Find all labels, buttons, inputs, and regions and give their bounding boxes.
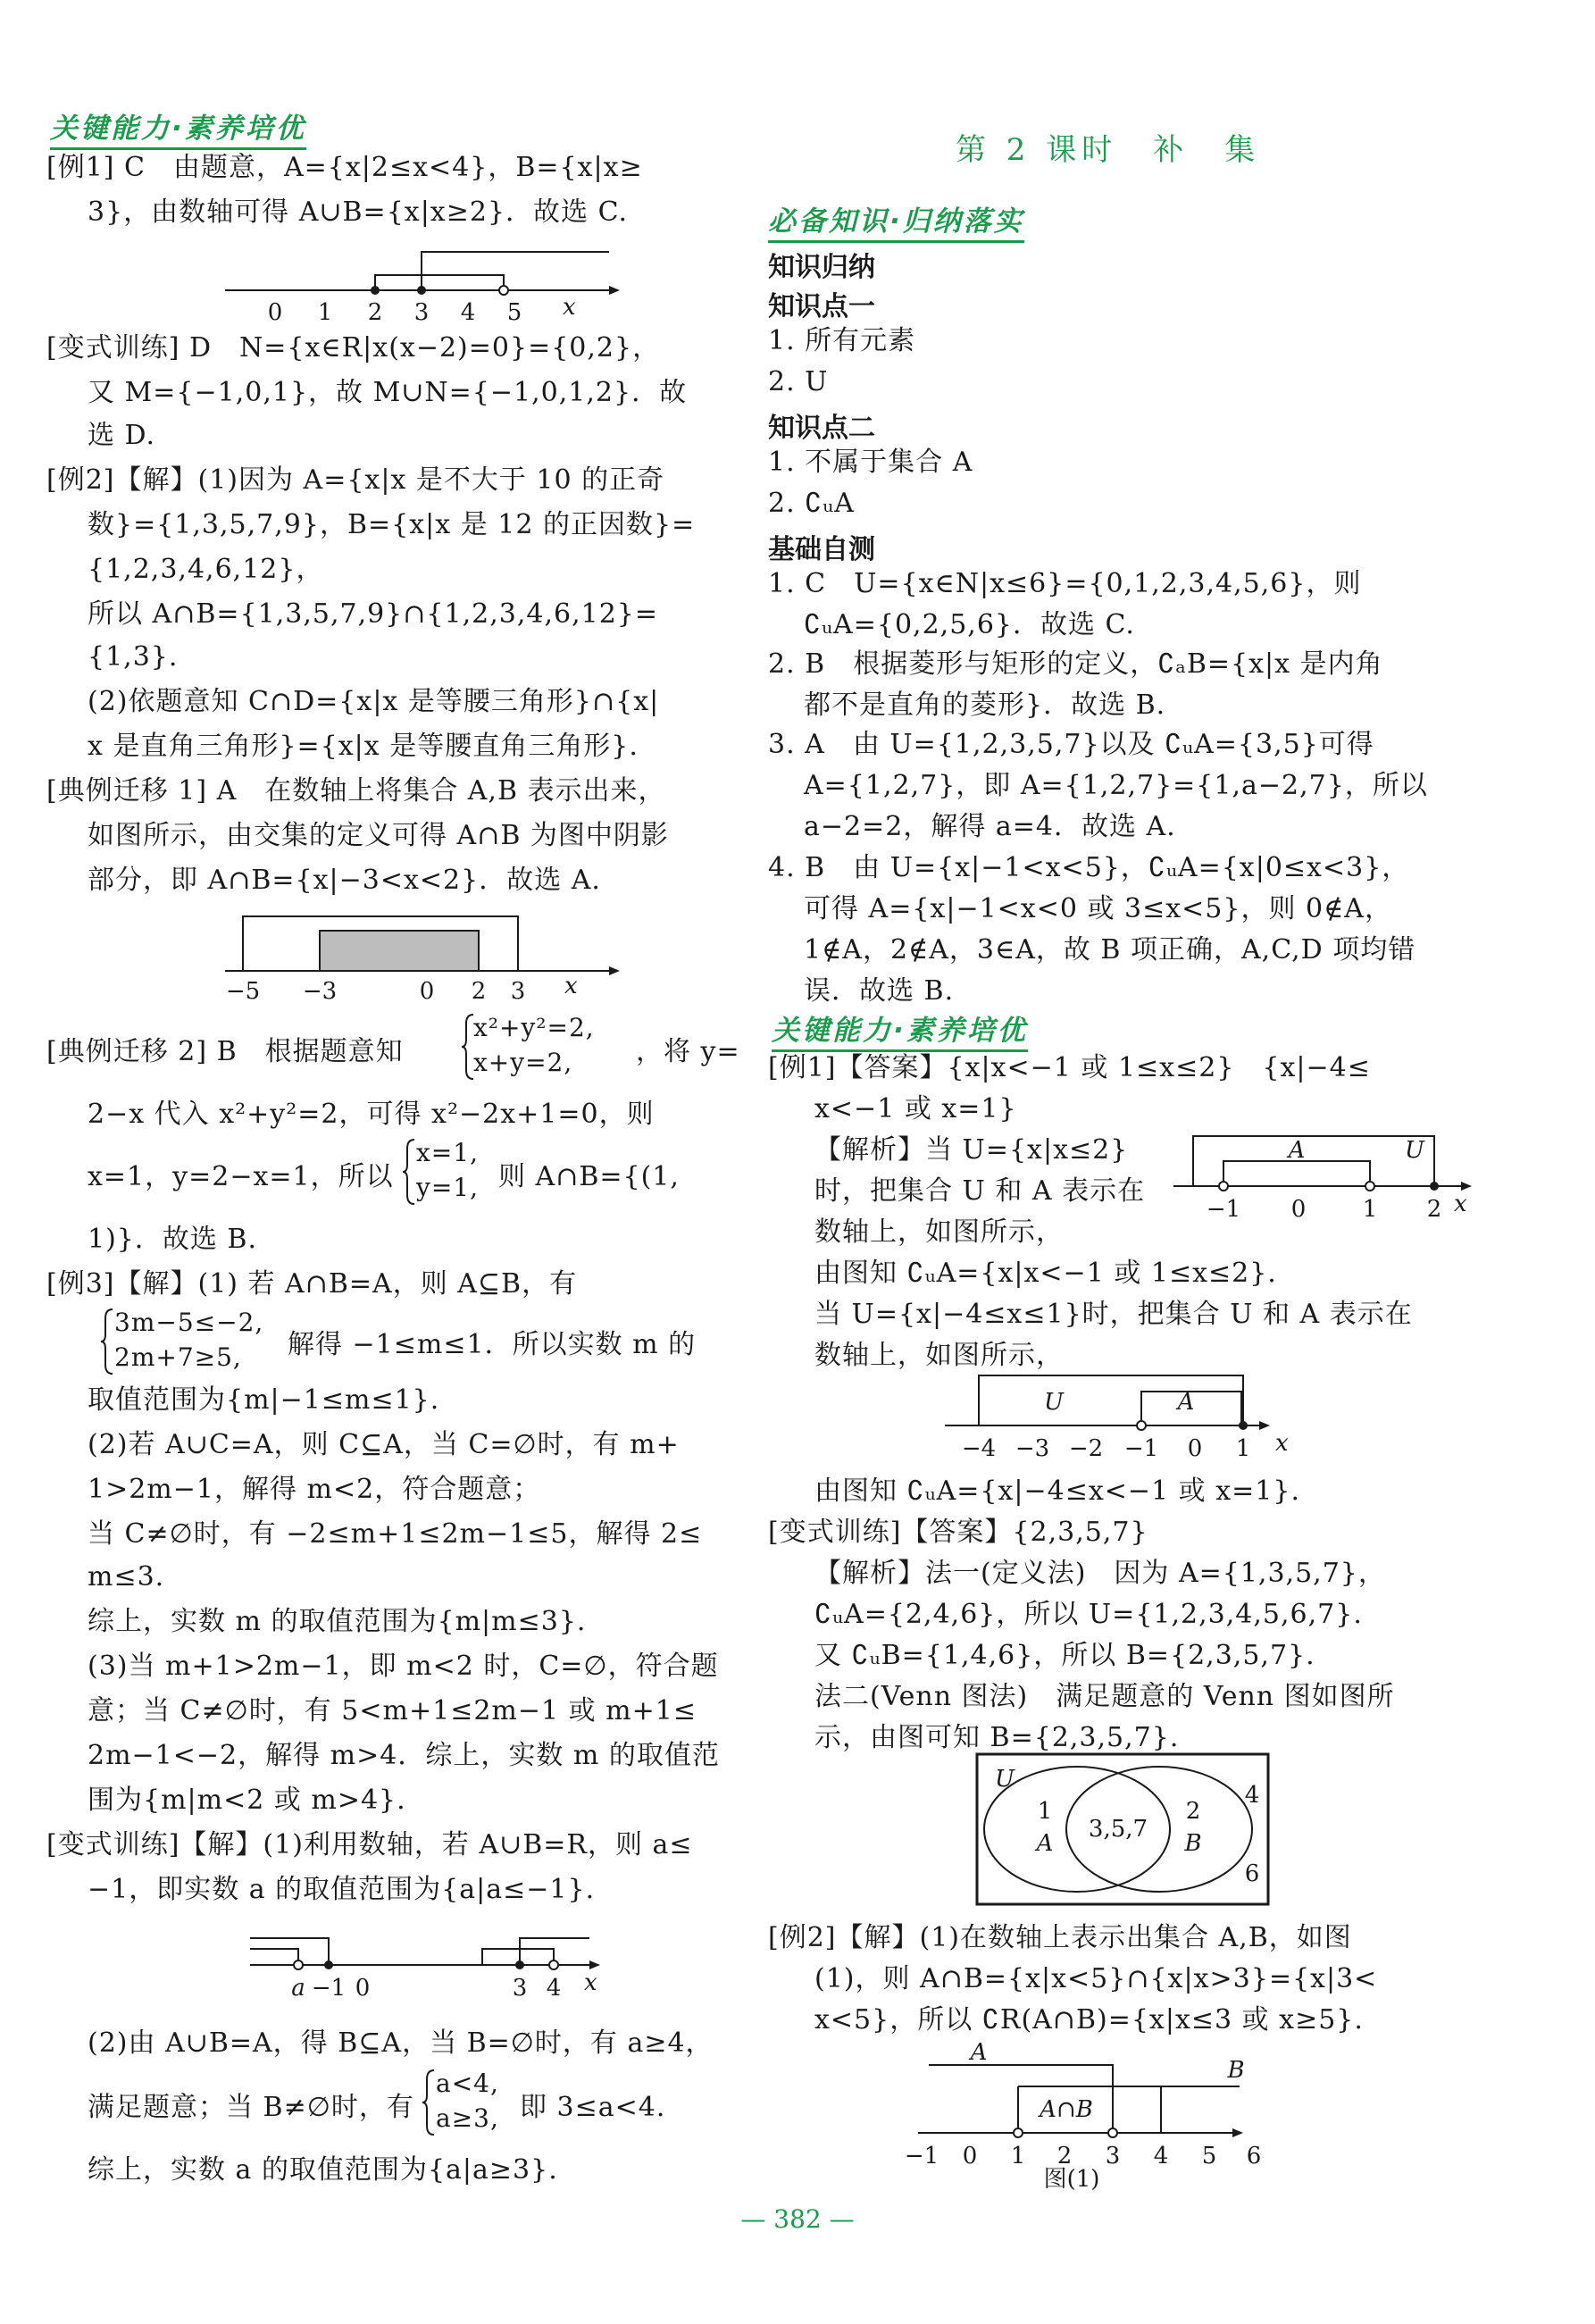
- text-line: 2. U: [768, 366, 829, 397]
- text-line: 误．故选 B.: [804, 975, 955, 1007]
- tick-label: −5: [225, 978, 261, 1005]
- text-line: (2)由 A∪B=A，得 B⊆A，当 B=∅时，有 a≥4，: [88, 2027, 714, 2059]
- tick-label: a: [291, 1975, 305, 2002]
- tick-label: 0: [1290, 1196, 1307, 1223]
- axis-label: x: [564, 973, 578, 999]
- text-line: 由图知 ∁ᵤA={x|x<−1 或 1≤x≤2}.: [814, 1258, 1277, 1289]
- text-line: 时，把集合 U 和 A 表示在: [814, 1175, 1146, 1207]
- equation-system-row: 2m+7≥5,: [114, 1342, 242, 1372]
- text-line: 如图所示，由交集的定义可得 A∩B 为图中阴影: [88, 820, 669, 851]
- text-line: (1)，则 A∩B={x|x<5}∩{x|x>3}={x|3<: [814, 1963, 1378, 1994]
- venn-label-a: A: [1036, 1830, 1054, 1857]
- text-line: 示，由图可知 B={2,3,5,7}.: [814, 1722, 1180, 1753]
- venn-region-outside: 4: [1244, 1782, 1260, 1809]
- tick-label: 3: [512, 1975, 528, 2002]
- tick-label: 2: [1056, 2143, 1073, 2169]
- section-header-key-ability: 关键能力·素养培优: [50, 105, 306, 150]
- text-line: 又 ∁ᵤB={1,4,6}，所以 B={2,3,5,7}.: [814, 1640, 1315, 1671]
- page-number: — 382 —: [740, 2204, 855, 2234]
- text-line: {1,3}.: [88, 641, 179, 673]
- set-label: A: [1288, 1137, 1306, 1164]
- text-line: 又 M={−1,0,1}，故 M∪N={−1,0,1,2}．故: [88, 377, 688, 408]
- text-line: 1. 所有元素: [768, 325, 916, 356]
- text-line: 解得 −1≤m≤1．所以实数 m 的: [288, 1329, 697, 1360]
- text-line: [变式训练] D N={x∈R|x(x−2)=0}={0,2}，: [46, 332, 661, 364]
- text-line: 3. A 由 U={1,2,3,5,7}以及 ∁ᵤA={3,5}可得: [768, 729, 1374, 760]
- text-line: ∁ᵤA={2,4,6}，所以 U={1,2,3,4,5,6,7}.: [814, 1599, 1363, 1630]
- tick-label: 3: [510, 978, 526, 1005]
- text-line: [例2]【解】(1)因为 A={x|x 是不大于 10 的正奇: [46, 464, 665, 496]
- text-line: −1，即实数 a 的取值范围为{a|a≤−1}.: [88, 1874, 596, 1905]
- set-label: A: [970, 2039, 988, 2066]
- tick-label: 3: [413, 299, 430, 326]
- tick-label: −1: [1123, 1435, 1159, 1462]
- axis-label: x: [1454, 1191, 1467, 1217]
- number-line-figure-4: [1166, 1127, 1488, 1227]
- lesson-title: 第 2 课时 补 集: [956, 132, 1261, 168]
- text-line: a−2=2，解得 a=4．故选 A.: [804, 811, 1176, 842]
- tick-label: 4: [1153, 2143, 1169, 2169]
- text-line: 1. 不属于集合 A: [768, 447, 973, 478]
- subheading: 知识归纳: [768, 252, 875, 283]
- number-line-figure-2: [216, 904, 627, 1004]
- equation-system-row: x²+y²=2,: [473, 1013, 595, 1042]
- text-line: x<5}，所以 ∁R(A∩B)={x|x≤3 或 x≥5}.: [814, 2004, 1364, 2036]
- set-label: B: [1227, 2057, 1245, 2084]
- tick-label: 5: [1201, 2143, 1217, 2169]
- tick-label: −4: [961, 1435, 997, 1462]
- text-line: x 是直角三角形}={x|x 是等腰直角三角形}.: [88, 731, 639, 762]
- text-line: (3)当 m+1>2m−1，即 m<2 时，C=∅，符合题: [88, 1651, 719, 1682]
- text-line: 选 D.: [88, 420, 156, 451]
- text-line: 1>2m−1，解得 m<2，符合题意；: [88, 1474, 541, 1505]
- subheading: 知识点一: [768, 291, 875, 322]
- text-line: [例2]【解】(1)在数轴上表示出集合 A,B，如图: [768, 1922, 1352, 1953]
- text-line: {1,2,3,4,6,12}，: [88, 554, 324, 585]
- tick-label: 4: [460, 299, 476, 326]
- venn-label-b: B: [1184, 1830, 1202, 1857]
- text-line: 3}，由数轴可得 A∪B={x|x≥2}．故选 C.: [88, 196, 628, 228]
- section-header-key-ability: 关键能力·素养培优: [772, 1007, 1028, 1052]
- section-header-essential-knowledge: 必备知识·归纳落实: [768, 198, 1024, 243]
- set-label: A: [1177, 1389, 1195, 1416]
- tick-label: 0: [1187, 1435, 1203, 1462]
- number-line-figure-1: [216, 241, 627, 326]
- brace-icon: [461, 1013, 475, 1081]
- text-line: 围为{m|m<2 或 m>4}.: [88, 1785, 406, 1816]
- tick-label: 2: [367, 299, 383, 326]
- text-line: 则 A∩B={(1,: [498, 1161, 680, 1192]
- equation-system-row: a≥3,: [436, 2103, 499, 2133]
- text-line: 都不是直角的菱形}．故选 B.: [804, 690, 1166, 721]
- tick-label: 2: [471, 978, 487, 1005]
- set-label: U: [1405, 1137, 1424, 1164]
- number-line-figure-6: [904, 2039, 1268, 2193]
- venn-region-a-only: 1: [1037, 1798, 1053, 1825]
- text-line: 1)}．故选 B.: [88, 1224, 257, 1255]
- equation-system-row: x=1,: [416, 1138, 479, 1167]
- tick-label: 1: [1010, 2143, 1026, 2169]
- text-line: 法二(Venn 图法) 满足题意的 Venn 图如图所: [814, 1681, 1395, 1712]
- venn-label-universe: U: [995, 1766, 1015, 1793]
- text-line: m≤3.: [88, 1561, 165, 1593]
- text-line: 满足题意；当 B≠∅时，有: [88, 2092, 414, 2123]
- venn-diagram: [973, 1751, 1277, 1911]
- text-line: 2. B 根据菱形与矩形的定义，∁ₐB={x|x 是内角: [768, 648, 1383, 680]
- axis-label: x: [584, 1969, 597, 1996]
- axis-label: x: [1275, 1430, 1289, 1457]
- tick-label: −1: [904, 2143, 939, 2169]
- text-line: ，将 y=: [636, 1036, 740, 1067]
- equation-system-row: 3m−5≤−2,: [114, 1308, 264, 1337]
- text-line: 可得 A={x|−1<x<0 或 3≤x<5}，则 0∉A，: [804, 893, 1392, 924]
- tick-label: 1: [317, 299, 333, 326]
- brace-icon: [422, 2069, 436, 2136]
- text-line: [例1] C 由题意，A={x|2≤x<4}，B={x|x≥: [46, 152, 643, 183]
- text-line: 即 3≤a<4.: [520, 2092, 666, 2123]
- text-line: A={1,2,7}，即 A={1,2,7}={1,a−2,7}，所以: [804, 770, 1428, 801]
- brace-icon: [100, 1308, 114, 1375]
- text-line: 2. ∁ᵤA: [768, 488, 855, 519]
- number-line-figure-5: [938, 1367, 1295, 1467]
- text-line: (2)依题意知 C∩D={x|x 是等腰三角形}∩{x|: [88, 686, 660, 717]
- tick-label: −1: [311, 1975, 347, 2002]
- subheading: 知识点二: [768, 413, 875, 444]
- tick-label: 1: [1362, 1196, 1378, 1223]
- tick-label: 6: [1246, 2143, 1262, 2169]
- figure-caption: 图(1): [1043, 2166, 1100, 2193]
- text-line: 意；当 C≠∅时，有 5<m+1≤2m−1 或 m+1≤: [88, 1695, 697, 1726]
- text-line: ∁ᵤA={0,2,5,6}．故选 C.: [804, 609, 1135, 640]
- axis-label: x: [563, 294, 576, 321]
- text-line: 【解析】当 U={x|x≤2}: [814, 1134, 1129, 1166]
- text-line: 【解析】法一(定义法) 因为 A={1,3,5,7}，: [814, 1558, 1386, 1589]
- text-line: [变式训练]【解】(1)利用数轴，若 A∪B=R，则 a≤: [46, 1829, 693, 1860]
- tick-label: 1: [1235, 1435, 1251, 1462]
- tick-label: −1: [1206, 1196, 1241, 1223]
- text-line: 数}={1,3,5,7,9}，B={x|x 是 12 的正因数}=: [88, 509, 696, 540]
- tick-label: 5: [506, 299, 522, 326]
- text-line: 数轴上，如图所示，: [814, 1340, 1064, 1371]
- equation-system-row: a<4,: [436, 2069, 499, 2098]
- text-line: 当 C≠∅时，有 −2≤m+1≤2m−1≤5，解得 2≤: [88, 1518, 703, 1550]
- venn-region-outside: 6: [1244, 1860, 1260, 1887]
- set-label: U: [1044, 1389, 1064, 1416]
- text-line: [典例迁移 2] B 根据题意知: [46, 1036, 404, 1067]
- tick-label: −3: [302, 978, 338, 1005]
- venn-region-b-only: 2: [1185, 1798, 1201, 1825]
- text-line: 2−x 代入 x²+y²=2，可得 x²−2x+1=0，则: [88, 1099, 655, 1130]
- tick-label: 0: [355, 1975, 371, 2002]
- text-line: (2)若 A∪C=A，则 C⊆A，当 C=∅时，有 m+: [88, 1429, 680, 1460]
- set-label: A∩B: [1040, 2096, 1093, 2123]
- text-line: 由图知 ∁ᵤA={x|−4≤x<−1 或 x=1}.: [814, 1475, 1300, 1507]
- text-line: [例1]【答案】{x|x<−1 或 1≤x≤2} {x|−4≤: [768, 1052, 1371, 1083]
- tick-label: 4: [546, 1975, 562, 2002]
- subheading: 基础自测: [768, 534, 875, 565]
- tick-label: 0: [962, 2143, 978, 2169]
- text-line: 1. C U={x∈N|x≤6}={0,1,2,3,4,5,6}，则: [768, 568, 1362, 599]
- text-line: 4. B 由 U={x|−1<x<5}，∁ᵤA={x|0≤x<3}，: [768, 852, 1410, 883]
- text-line: x=1，y=2−x=1，所以: [88, 1161, 394, 1192]
- text-line: 综上，实数 m 的取值范围为{m|m≤3}.: [88, 1606, 587, 1637]
- text-line: 当 U={x|−4≤x≤1}时，把集合 U 和 A 表示在: [814, 1299, 1413, 1330]
- text-line: 2m−1<−2，解得 m>4．综上，实数 m 的取值范: [88, 1740, 720, 1771]
- tick-label: −3: [1015, 1435, 1050, 1462]
- equation-system-row: y=1,: [416, 1173, 479, 1202]
- equation-system-row: x+y=2,: [473, 1048, 573, 1077]
- text-line: 综上，实数 a 的取值范围为{a|a≥3}.: [88, 2154, 558, 2186]
- venn-region-intersection: 3,5,7: [1088, 1816, 1148, 1843]
- tick-label: 0: [267, 299, 283, 326]
- text-line: x<−1 或 x=1}: [814, 1093, 1017, 1124]
- text-line: 部分，即 A∩B={x|−3<x<2}．故选 A.: [88, 865, 601, 896]
- text-line: 所以 A∩B={1,3,5,7,9}∩{1,2,3,4,6,12}=: [88, 598, 659, 630]
- tick-label: −2: [1068, 1435, 1104, 1462]
- tick-label: 0: [419, 978, 435, 1005]
- brace-icon: [402, 1138, 416, 1206]
- text-line: [典例迁移 1] A 在数轴上将集合 A,B 表示出来，: [46, 775, 666, 807]
- number-line-figure-3: [241, 1919, 616, 2001]
- text-line: 数轴上，如图所示，: [814, 1216, 1064, 1248]
- tick-label: 2: [1426, 1196, 1442, 1223]
- tick-label: 3: [1105, 2143, 1121, 2169]
- text-line: [例3]【解】(1) 若 A∩B=A，则 A⊆B，有: [46, 1268, 578, 1300]
- text-line: 取值范围为{m|−1≤m≤1}.: [88, 1384, 440, 1416]
- text-line: 1∉A，2∉A，3∈A，故 B 项正确，A,C,D 项均错: [804, 934, 1416, 966]
- text-line: [变式训练]【答案】{2,3,5,7}: [768, 1517, 1148, 1548]
